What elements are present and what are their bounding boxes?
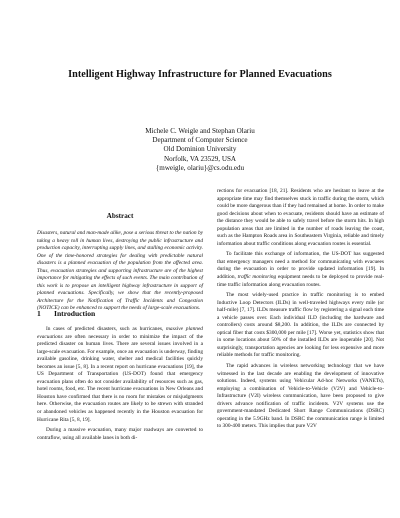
abstract-text: Disasters, natural and man-made alike, pose a serious threat to the nation by taking a heavy toll in human lives, destroying the public infrastructure and production capacity, interrupting supply lines, and stalling economic activity. One of the time-honored strategies for dealing with predictable natural disasters is a planned evacuation of the population from the affected area. Thus, evacuation strategies and supporting infrastructure are of the highest importance for mitigating the effects of such events. The main contribution of this work is to propose an intelligent highway infrastructure in support of planned evacuations. Specifically, we show that the recently-proposed Architecture for the Notification of Traffic Incidents and Congestion (NOTICE) can be enhanced to support the needs of large-scale evacuations. <box>37 230 203 312</box>
intro-paragraph-2: During a massive evacuation, many major roadways are converted to contraflow, using all available lanes in both di- <box>37 427 203 441</box>
author-block <box>0 127 400 173</box>
right-p2-text-b: equipment needs to be deployed to provide real-time traffic information along evacuation routes. <box>217 274 385 288</box>
intro-paragraph-1 <box>37 326 203 424</box>
author-department: Department of Computer Science <box>152 136 248 145</box>
section-number: 1 <box>37 309 41 318</box>
author-names: Michele C. Weigle and Stephan Olariu <box>145 127 255 135</box>
abstract-heading: Abstract <box>106 212 134 220</box>
right-paragraph-3: The most widely-used practice in traffic monitoring is to embed Inductive Loop Detectors (ILDs) in well-traveled highways every mile (or half-mile) [7, 17]. ILDs measure traffic flow by registering a signal each time a vehicle passes over. Each individual ILD (including the hardware and controllers) costs around $8,200. In addition, the ILDs are connected by optical fiber that costs $300,000 per mile [17]. Worse yet, statistics show that in some locations about 50% of the installed ILDs are inoperable [20]. Not surprisingly, transportation agencies are looking for less expensive and more reliable methods for traffic monitoring. <box>217 292 384 359</box>
paper-title: Intelligent Highway Infrastructure for Planned Evacuations <box>68 69 332 80</box>
right-paragraph-2 <box>217 251 384 289</box>
section-title: Introduction <box>54 309 96 318</box>
right-p2-emphasis: traffic monitoring <box>237 274 277 281</box>
right-paragraph-1: rections for evacuation [18, 21]. Residents who are hesitant to leave at the appropriate time may find themselves stuck in traffic during the storm, which could be more dangerous than if they had remained at home. In order to make good decisions about when to evacuate, residents should have an estimate of the distance they would be able to safely travel before the storm hits. In high population areas that are limited in the number of roads leaving the coast, such as the Hampton Roads area in Southeastern Virginia, reliable and timely information about traffic conditions along evacuation routes is essential. <box>217 188 384 247</box>
intro-p1-emphasis: massive planned evacuations <box>37 326 203 340</box>
author-email: {mweigle, olariu}@cs.odu.edu <box>155 163 245 172</box>
right-p2-text-a: To facilitate this exchange of information, the US-DOT has suggested that emergency managers need a method for communicating with evacuees during the evacuation in order to provide updated information [19]. In addition, <box>217 251 384 281</box>
author-university: Old Dominion University <box>163 145 237 154</box>
author-location: Norfolk, VA 23529, USA <box>163 154 237 163</box>
introduction-body <box>37 326 203 442</box>
right-column-body <box>217 188 384 431</box>
right-paragraph-4: The rapid advances in wireless networking technology that we have witnessed in the last decade are enabling the development of innovative solutions. Indeed, systems using Vehicular Ad-hoc Networks (VANETs), employing a combination of Vehicle-to-Vehicle (V2V) and Vehicle-to-Infrastructure (V2I) wireless communication, have been proposed to give drivers advance notification of traffic incidents. V2V systems use the government-mandated Dedicated Short Range Communications (DSRC) operating in the 5.9GHz band. In DSRC the communication range is limited to 300-400 meters. This implies that pure V2V <box>217 363 384 430</box>
intro-p1-text-b: are often necessary in order to minimize the impact of the predicted disaster on human lives. There are several issues involved in a large-scale evacuation. For example, once an evacuation is underway, finding available gasoline, drinking water, shelter and medical facilities quickly becomes an issue [5, 8]. In a recent report on hurricane evacuations [19], the US Department of Transportation (US-DOT) found that emergency evacuation plans often do not consider availability of resources such as gas, hotel rooms, food, etc. The recent hurricane evacuations in New Orleans and Houston have confirmed that there is no room for mistakes or misjudgments here. Otherwise, the evacuation routes are likely to be strewn with stranded or abandoned vehicles as happened recently in the Houston evacuation for Hurricane Rita [5, 8, 19]. <box>37 333 203 423</box>
intro-p1-text-a: In cases of predicted disasters, such as hurricanes, <box>46 326 167 332</box>
section-heading-introduction <box>37 309 203 318</box>
